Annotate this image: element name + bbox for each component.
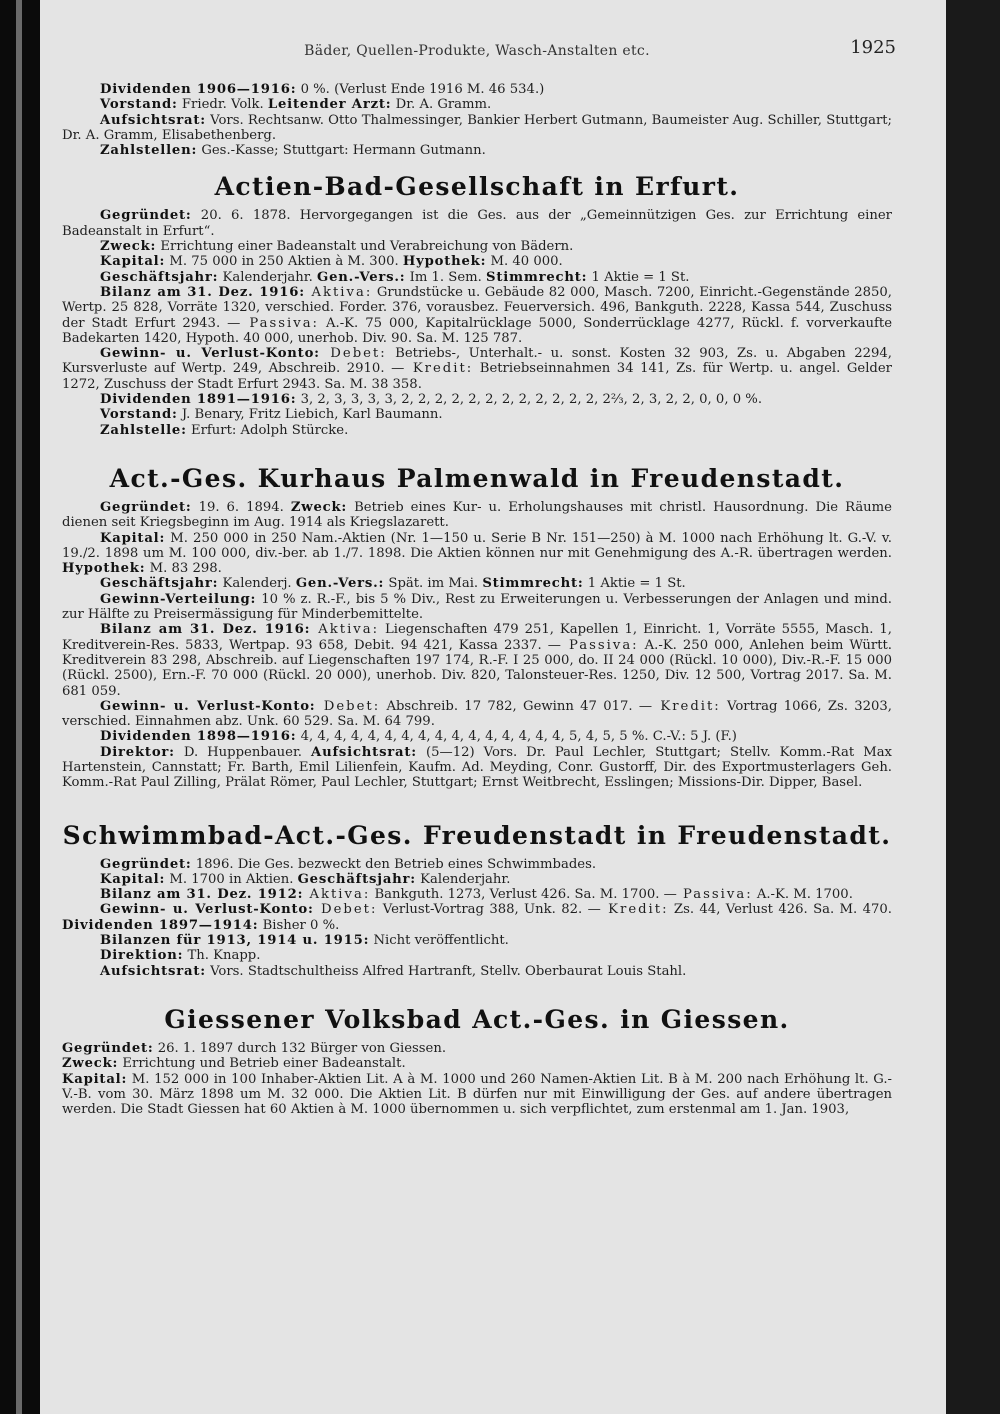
page-number: 1925 [850, 37, 896, 58]
entry-paragraph: Aufsichtsrat: Vors. Rechtsanw. Otto Thalmessinger, Bankier Herbert Gutmann, Baumeister Aug. Schiller, Stuttgart; Dr. A. Gramm, Elisabethenberg. [62, 112, 892, 143]
left-binding-edge [16, 0, 22, 1414]
entry-paragraph: Bilanz am 31. Dez. 1916: Aktiva: Grundstücke u. Gebäude 82 000, Masch. 7200, Einricht.-Gegenstände 2850, Wertp. 25 828, Vorräte 1320, verschied. Forder. 376, vorausbez. Feuerversich. 496, Bankguth. 2228, Kassa 544, Zuschuss der Stadt Erfurt 2943. — Passiva: A.-K. 75 000, Kapitalrücklage 5000, Sonderrücklage 4277, Rückl. f. vorverkaufte Badekarten 1420, Hypoth. 40 000, unerhob. Div. 90. Sa. M. 125 787. [62, 284, 893, 346]
running-title: Bäder, Quellen-Produkte, Wasch-Anstalten etc. [304, 43, 650, 59]
entry-paragraph: Gewinn- u. Verlust-Konto: Debet: Betriebs-, Unterhalt.- u. sonst. Kosten 32 903, Zs. u. Abgaben 2294, Kursverluste auf Wertp. 249, Abschreib. 2910. — Kredit: Betriebseinnahmen 34 141, Zs. für Wertp. u. angel. Gelder 1272, Zuschuss der Stadt Erfurt 2943. Sa. M. 38 358. [62, 346, 892, 392]
scan-border [946, 0, 1000, 1414]
entry-paragraph: Gewinn- u. Verlust-Konto: Debet: Verlust-Vortrag 388, Unk. 82. — Kredit: Zs. 44, Verlust 426. Sa. M. 470. Dividenden 1897—1914: Bisher 0 %. [62, 902, 892, 933]
section-title-erfurt: Actien-Bad-Gesellschaft in Erfurt. [214, 172, 740, 202]
entry-paragraph: Zweck: Errichtung und Betrieb einer Badeanstalt. [62, 1056, 406, 1072]
entry-paragraph: Direktor: D. Huppenbauer. Aufsichtsrat: (5—12) Vors. Dr. Paul Lechler, Stuttgart; Stellv. Komm.-Rat Max Hartenstein, Cannstatt; Fr. Barth, Emil Lilienfein, Kaufm. Ad. Meyding, Conr. Gustorff, Dir. des Exportmusterlagers Geh. Komm.-Rat Paul Zilling, Prälat Römer, Paul Lechler, Stuttgart; Ernst Weitbrecht, Esslingen; Missions-Dir. Dipper, Basel. [62, 744, 892, 791]
entry-paragraph: Direktion: Th. Knapp. [100, 948, 261, 964]
entry-paragraph: Zahlstellen: Ges.-Kasse; Stuttgart: Hermann Gutmann. [100, 143, 486, 159]
entry-paragraph: Gegründet: 26. 1. 1897 durch 132 Bürger von Giessen. [62, 1040, 447, 1056]
section-title-palmenwald: Act.-Ges. Kurhaus Palmenwald in Freudenstadt. [109, 463, 845, 493]
page-header [62, 37, 896, 64]
entry-paragraph: Zahlstelle: Erfurt: Adolph Stürcke. [100, 422, 349, 438]
entry-paragraph: Dividenden 1898—1916: 4, 4, 4, 4, 4, 4, 4, 4, 4, 4, 4, 4, 4, 4, 4, 4, 5, 4, 5, 5 %. C.-V.: 5 J. (F.) [100, 729, 737, 745]
page-body [62, 0, 896, 1118]
entry-paragraph: Vorstand: Friedr. Volk. Leitender Arzt: Dr. A. Gramm. [100, 97, 492, 113]
section-title-giessen: Giessener Volksbad Act.-Ges. in Giessen. [164, 1004, 790, 1034]
section-palmenwald [62, 500, 892, 791]
top-entry [62, 82, 892, 158]
section-title-schwimmbad: Schwimmbad-Act.-Ges. Freudenstadt in Freudenstadt. [62, 820, 892, 850]
entry-paragraph: Gegründet: 20. 6. 1878. Hervorgegangen ist die Ges. aus der „Gemeinnützigen Ges. zur Errichtung einer Badeanstalt in Erfurt“. [62, 208, 892, 239]
entry-paragraph: Geschäftsjahr: Kalenderj. Gen.-Vers.: Spät. im Mai. Stimmrecht: 1 Aktie = 1 St. [100, 576, 686, 592]
entry-paragraph: Gewinn-Verteilung: 10 % z. R.-F., bis 5 % Div., Rest zu Erweiterungen u. Verbesserungen der Anlagen und mind. zur Hälfte zu Preisermässigung für Minderbemittelte. [62, 591, 892, 623]
entry-paragraph: Bilanz am 31. Dez. 1916: Aktiva: Liegenschaften 479 251, Kapellen 1, Einricht. 1, Vorräte 5555, Masch. 1, Kreditverein-Res. 5833, Wertpap. 93 658, Debit. 94 421, Kassa 2337. — Passiva: A.-K. 250 000, Anlehen beim Württ. Kreditverein 83 298, Abschreib. auf Liegenschaften 197 174, R.-F. I 25 000, do. II 24 000 (Rückl. 10 000), Div.-R.-F. 15 000 (Rückl. 2500), Ern.-F. 70 000 (Rückl. 20 000), unerhob. Div. 820, Talonsteuer-Res. 1250, Div. 12 500, Vortrag 2017. Sa. M. 681 059. [62, 622, 893, 699]
entry-paragraph: Vorstand: J. Benary, Fritz Liebich, Karl Baumann. [100, 407, 443, 423]
entry-paragraph: Bilanz am 31. Dez. 1912: Aktiva: Bankguth. 1273, Verlust 426. Sa. M. 1700. — Passiva: A.-K. M. 1700. [100, 887, 853, 903]
entry-paragraph: Kapital: M. 1700 in Aktien. Geschäftsjahr: Kalenderjahr. [100, 871, 511, 887]
entry-paragraph: Gegründet: 1896. Die Ges. bezweckt den Betrieb eines Schwimmbades. [100, 856, 597, 872]
entry-paragraph: Zweck: Errichtung einer Badeanstalt und Verabreichung von Bädern. [100, 239, 574, 255]
entry-paragraph: Kapital: M. 152 000 in 100 Inhaber-Aktien Lit. A à M. 1000 und 260 Namen-Aktien Lit. B à M. 200 nach Erhöhung lt. G.-V.-B. vom 30. März 1898 um M. 32 000. Die Aktien Lit. B dürfen nur mit Einwilligung der Ges. auf andere übertragen werden. Die Stadt Giessen hat 60 Aktien à M. 1000 übernommen u. sich verpflichtet, zum erstenmal am 1. Jan. 1903, [62, 1071, 892, 1118]
section-erfurt [62, 208, 892, 437]
section-giessen [62, 1041, 892, 1117]
entry-paragraph: Kapital: M. 75 000 in 250 Aktien à M. 300. Hypothek: M. 40 000. [100, 254, 563, 270]
entry-paragraph: Gewinn- u. Verlust-Konto: Debet: Abschreib. 17 782, Gewinn 47 017. — Kredit: Vortrag 1066, Zs. 3203, verschied. Einnahmen abz. Unk. 60 529. Sa. M. 64 799. [62, 698, 892, 730]
entry-paragraph: Dividenden 1891—1916: 3, 2, 3, 3, 3, 3, 2, 2, 2, 2, 2, 2, 2, 2, 2, 2, 2, 2, 2⅔, 2, 3, 2, 2, 0, 0, 0 %. [100, 392, 763, 408]
entry-paragraph: Kapital: M. 250 000 in 250 Nam.-Aktien (Nr. 1—150 u. Serie B Nr. 151—250) à M. 1000 nach Erhöhung lt. G.-V. v. 19./2. 1898 um M. 100 000, div.-ber. ab 1./7. 1898. Die Aktien können nur mit Genehmigung des A.-R. übertragen werden. Hypothek: M. 83 298. [62, 530, 892, 577]
entry-paragraph: Bilanzen für 1913, 1914 u. 1915: Nicht veröffentlicht. [100, 933, 509, 949]
document-page [40, 0, 946, 1414]
section-schwimmbad [62, 857, 892, 979]
entry-paragraph: Geschäftsjahr: Kalenderjahr. Gen.-Vers.: Im 1. Sem. Stimmrecht: 1 Aktie = 1 St. [100, 269, 690, 285]
entry-paragraph: Gegründet: 19. 6. 1894. Zweck: Betrieb eines Kur- u. Erholungshauses mit christl. Hausordnung. Die Räume dienen seit Kriegsbeginn im Aug. 1914 als Kriegslazarett. [62, 499, 892, 531]
entry-paragraph: Dividenden 1906—1916: 0 %. (Verlust Ende 1916 M. 46 534.) [100, 82, 545, 97]
entry-paragraph: Aufsichtsrat: Vors. Stadtschultheiss Alfred Hartranft, Stellv. Oberbaurat Louis Stahl. [100, 963, 687, 979]
